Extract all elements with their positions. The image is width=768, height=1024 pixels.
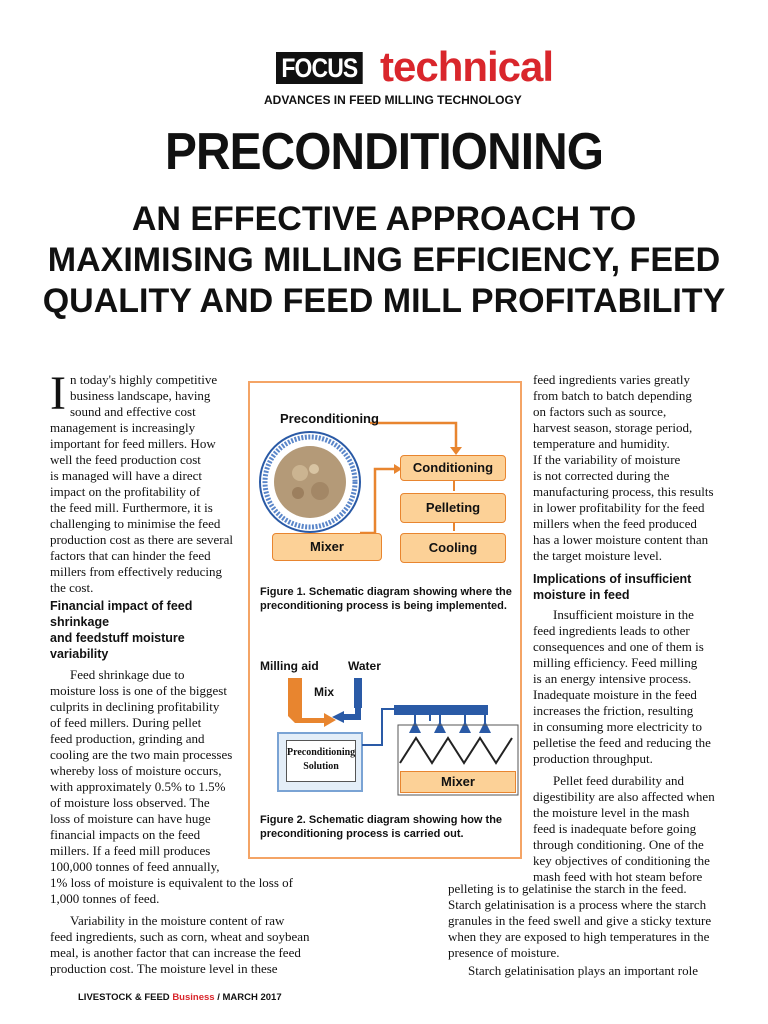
text-line: Pellet feed durability and <box>553 773 685 788</box>
footer <box>78 992 282 1003</box>
text-line: millers. If a feed mill produces <box>50 843 211 858</box>
text-line: mash feed with hot steam before <box>533 869 703 884</box>
text-line: the feed mill. Furthermore, it is <box>50 500 213 515</box>
text-line: moisture loss is one of the biggest <box>50 683 227 698</box>
text-line: has a lower moisture content than <box>533 532 709 547</box>
text-line: is an energy intensive process. <box>533 671 692 686</box>
water-pipe <box>354 678 362 708</box>
financial-heading <box>50 598 240 662</box>
text-line: pelleting is to gelatinise the starch in the feed. <box>448 881 687 896</box>
text-line: key objectives of conditioning the <box>533 853 710 868</box>
dropcap: I <box>50 367 66 420</box>
fig1-conditioning-box: Conditioning <box>400 455 506 481</box>
right-para3 <box>533 773 733 885</box>
text-line: 1,000 tonnes of feed. <box>50 891 160 906</box>
text-line: with approximately 0.5% to 1.5% <box>50 779 226 794</box>
text-line: of feed millers. During pellet <box>50 715 202 730</box>
text-line: feed is inadequate before going <box>533 821 697 836</box>
text-line: business landscape, having <box>69 388 211 403</box>
fig2-solution-line1: Preconditioning <box>287 747 356 758</box>
text-line: in lower profitability for the feed <box>533 500 705 515</box>
text-line: milling efficiency. Feed milling <box>533 655 698 670</box>
text-line: harvest season, storage period, <box>533 420 693 435</box>
fig2-caption: Figure 2. Schematic diagram showing how the preconditioning process is carried out. <box>260 814 503 840</box>
fig1-cooling-box: Cooling <box>400 533 506 563</box>
text-line: digestibility are also affected when <box>533 789 715 804</box>
text-line: the moisture level in the mash <box>533 805 690 820</box>
text-line: loss of moisture can have huge <box>50 811 211 826</box>
text-line: feed ingredients, such as corn, wheat and soybean <box>50 929 310 944</box>
flow-arrow-2 <box>360 469 398 533</box>
fig2-water-label: Water <box>348 659 381 673</box>
text-line: culprits in declining profitability <box>50 699 220 714</box>
technical-logo: technical <box>380 43 554 90</box>
text-line: well the feed production cost <box>50 452 201 467</box>
text-line: meal, is another factor that can increase the feed <box>50 945 301 960</box>
text-line: manufacturing process, this results <box>533 484 714 499</box>
text-line: variability <box>50 647 109 661</box>
text-line: Insufficient moisture in the <box>553 607 694 622</box>
right-para2 <box>533 607 733 767</box>
fig1-mixer-box: Mixer <box>272 533 382 561</box>
text-line: financial impacts on the feed <box>50 827 201 842</box>
text-line: moisture in feed <box>533 588 630 602</box>
text-line: feed production, grinding and <box>50 731 205 746</box>
text-line: temperature and humidity. <box>533 436 670 451</box>
right-wide-paragraph <box>448 881 738 961</box>
fig2-solution-box <box>286 740 356 782</box>
text-line: production cost as there are several <box>50 532 234 547</box>
fig2-mix-label: Mix <box>314 685 335 699</box>
text-line: challenging to minimise the feed <box>50 516 221 531</box>
text-line: on factors such as source, <box>533 404 667 419</box>
text-line: Inadequate moisture in the feed <box>533 687 697 702</box>
text-line: Variability in the moisture content of raw <box>70 913 285 928</box>
flow-arrow-1 <box>370 423 456 453</box>
text-line: shrinkage <box>50 615 110 629</box>
page-subtitle: AN EFFECTIVE APPROACH TO MAXIMISING MILLING EFFICIENCY, FEED QUALITY AND FEED MILL PROFITABILITY <box>42 200 726 320</box>
text-line: 1% loss of moisture is equivalent to the loss of <box>50 875 294 890</box>
footer-business: Business <box>172 992 215 1003</box>
text-line: Implications of insufficient <box>533 572 692 586</box>
text-line: millers when the feed produced <box>533 516 697 531</box>
masthead-subtitle: ADVANCES IN FEED MILLING TECHNOLOGY <box>264 93 522 107</box>
right-last-line: Starch gelatinisation plays an important role <box>468 963 698 978</box>
text-line: important for feed millers. How <box>50 436 216 451</box>
left-para3 <box>50 913 320 977</box>
fig1-caption: Figure 1. Schematic diagram showing where the preconditioning process is being implemented. <box>260 586 512 612</box>
text-line: pelletise the feed and reducing the <box>533 735 711 750</box>
text-line: production throughput. <box>533 751 653 766</box>
footer-date: / MARCH 2017 <box>214 992 282 1003</box>
text-line: in consuming more electricity to <box>533 719 702 734</box>
text-line: presence of moisture. <box>448 945 560 960</box>
text-line: If the variability of moisture <box>533 452 681 467</box>
text-line: when they are exposed to high temperatures in the <box>448 929 710 944</box>
text-line: cooling are the two main processes <box>50 747 233 762</box>
text-line: Financial impact of feed <box>50 599 193 613</box>
text-line: whereby loss of moisture occurs, <box>50 763 222 778</box>
text-line: 100,000 tonnes of feed annually, <box>50 859 220 874</box>
implications-heading <box>533 571 733 603</box>
right-para1 <box>533 372 733 564</box>
text-line: Feed shrinkage due to <box>70 667 185 682</box>
focus-logo: FOCUS <box>276 52 363 84</box>
text-line: of moisture loss observed. The <box>50 795 210 810</box>
text-line: impact on the profitability of <box>50 484 201 499</box>
fig1-pelleting-box: Pelleting <box>400 493 506 523</box>
text-line: and feedstuff moisture <box>50 631 185 645</box>
fig2-mixer-box: Mixer <box>400 771 516 793</box>
text-line: is managed will have a direct <box>50 468 202 483</box>
text-line: production cost. The moisture level in these <box>50 961 278 976</box>
text-line: the cost. <box>50 580 94 595</box>
text-line: the target moisture level. <box>533 548 662 563</box>
text-line: Starch gelatinisation is a process where the starch <box>448 897 707 912</box>
text-line: factors that can hinder the feed <box>50 548 211 563</box>
text-line: management is increasingly <box>50 420 196 435</box>
text-line: sound and effective cost <box>69 404 196 419</box>
text-line: n today's highly competitive <box>69 372 218 387</box>
text-line: through conditioning. One of the <box>533 837 704 852</box>
fig2-milling-aid-label: Milling aid <box>260 659 319 673</box>
text-line: millers from effectively reducing <box>50 564 222 579</box>
text-line: consequences and one of them is <box>533 639 704 654</box>
page-title: PRECONDITIONING <box>164 123 604 181</box>
left-column <box>50 367 240 596</box>
fig1-preconditioning-label: Preconditioning <box>280 411 379 426</box>
text-line: granules in the feed swell and give a sticky texture <box>448 913 712 928</box>
intro-paragraph <box>50 367 240 596</box>
text-line: increases the friction, resulting <box>533 703 694 718</box>
feed-pile-icon <box>274 446 346 518</box>
footer-publication: LIVESTOCK & FEED <box>78 992 173 1003</box>
text-line: feed ingredients varies greatly <box>533 372 691 387</box>
mixer-blades-icon <box>400 738 512 763</box>
fig2-solution-line2: Solution <box>303 761 339 772</box>
text-line: feed ingredients leads to other <box>533 623 690 638</box>
text-line: from batch to batch depending <box>533 388 692 403</box>
text-line: is not corrected during the <box>533 468 670 483</box>
figure-box <box>248 381 522 859</box>
